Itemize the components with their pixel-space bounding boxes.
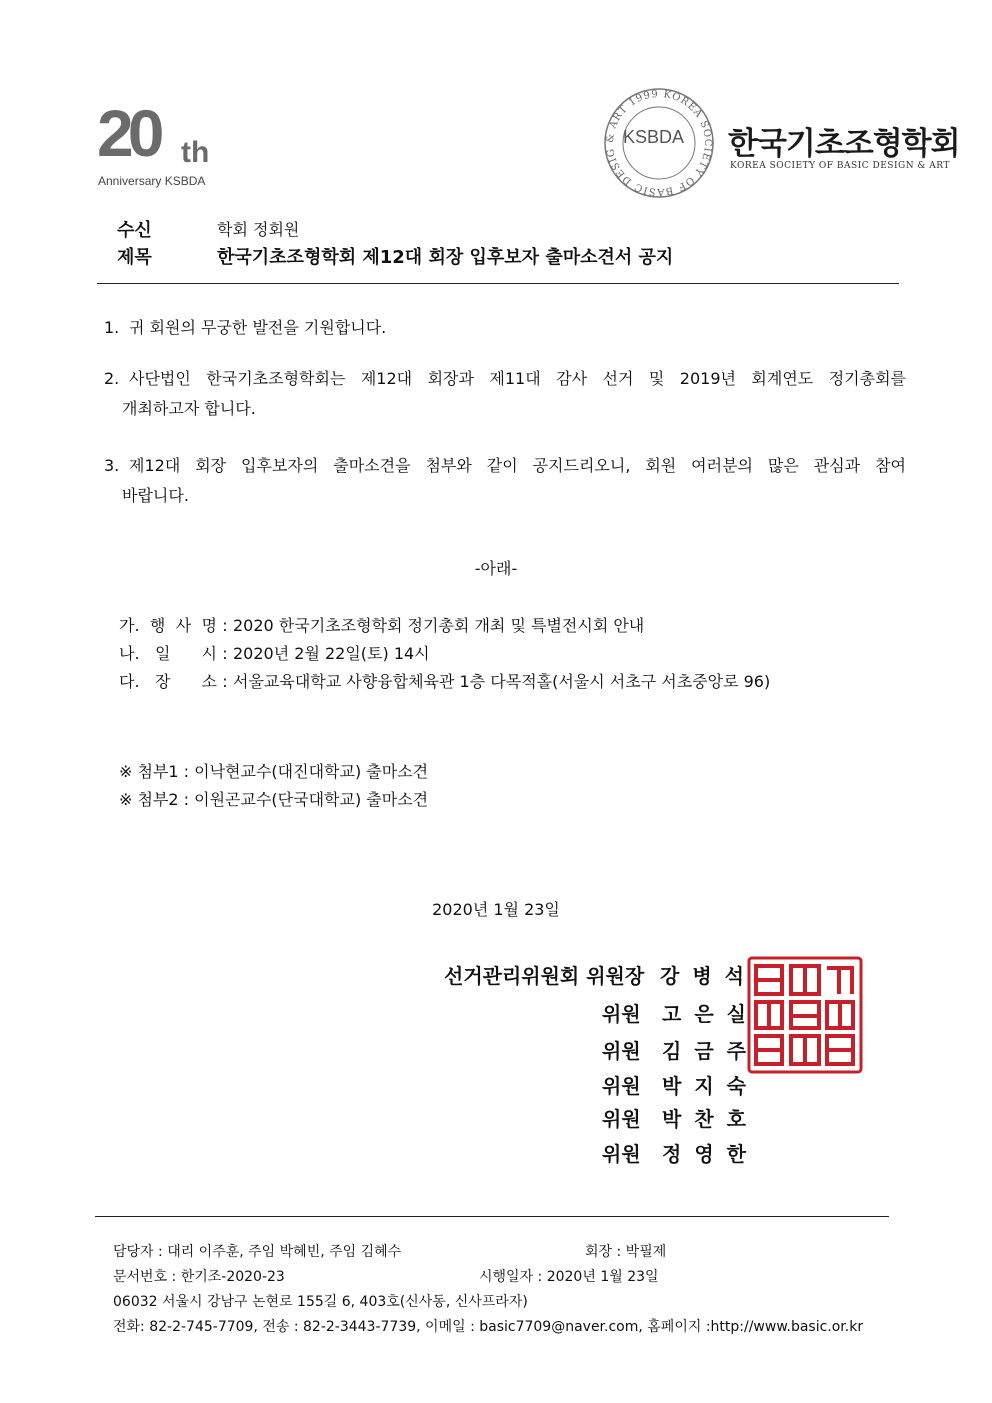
attachment-item-2: ※ 첨부2 : 이원곤교수(단국대학교) 출마소견 [119,790,429,809]
member-role: 위원 [602,1039,641,1063]
society-english-name: KOREA SOCIETY OF BASIC DESIGN & ART [730,161,950,171]
chair-title: 선거관리위원회 위원장 [444,964,645,988]
paragraph-2 [104,364,906,424]
footer-contact: 전화: 82-2-745-7709, 전송 : 82-2-3443-7739, 이메일 : basic7709@naver.com, 홈페이지 :http://www.basic.or.kr [113,1319,864,1335]
detail-row-datetime [119,640,770,668]
footer-issue-date: 시행일자 : 2020년 1월 23일 [479,1269,659,1285]
paragraph-number: 1. [104,318,120,337]
footer-address: 06032 서울시 강남구 논현로 155길 6, 403호(신사동, 신사프라자) [113,1294,528,1310]
society-korean-name: 한국기초조형학회 [728,126,960,162]
official-seal-stamp [747,956,863,1074]
detail-prefix: 다. [119,672,140,691]
member-role: 위원 [602,1002,641,1026]
member-signature [602,1070,746,1099]
paragraph-1 [104,313,906,343]
detail-key-char: 명 [201,616,217,635]
footer-president: 회장 : 박필제 [585,1244,667,1260]
paragraph-text-continued: 개최하고자 합니다. [122,399,256,418]
member-signature [602,1138,746,1167]
paragraph-3 [104,451,906,511]
detail-colon: : [222,616,228,635]
event-details [119,612,770,696]
member-role: 위원 [602,1107,641,1131]
footer-divider [95,1216,889,1217]
attachment-item-1: ※ 첨부1 : 이낙현교수(대진대학교) 출마소견 [119,762,429,781]
member-name: 박 지 숙 [662,1074,746,1098]
anniversary-caption: Anniversary KSBDA [98,174,206,188]
member-role: 위원 [602,1142,641,1166]
detail-row-event-name [119,612,770,640]
seal-center-text: KSBDA [623,127,685,147]
chair-signature [444,960,744,989]
member-signature [602,1035,746,1064]
document-date: 2020년 1월 23일 [432,900,560,919]
detail-prefix: 가. [119,616,140,635]
footer-staff: 담당자 : 대리 이주훈, 주임 박혜빈, 주임 김혜수 [113,1244,402,1260]
paragraph-number: 2. [104,369,120,388]
seal-ring-text: & ART 1999 KOREA SOCIETY OF BASIC DESIG [604,88,714,198]
footer-row-staff [113,1240,863,1265]
chair-name: 강 병 석 [660,964,744,988]
member-signature [602,998,746,1027]
recipient-value: 학회 정회원 [217,220,300,239]
detail-key-char: 행 [149,616,166,635]
detail-key-char: 장 [155,672,171,691]
detail-key-char: 사 [175,616,192,635]
paragraph-text: 제12대 회장 입후보자의 출마소견을 첨부와 같이 공지드리오니, 회원 여러분의 많은 관심과 참여 [129,456,906,475]
detail-value: 2020년 2월 22일(토) 14시 [233,644,430,663]
footer-info [113,1240,863,1340]
detail-key-char: 일 [155,644,171,663]
paragraph-text-continued: 바랍니다. [122,486,189,505]
detail-key-char: 소 [201,672,217,691]
below-heading: -아래- [474,559,518,578]
recipient-label: 수신 [117,220,152,241]
footer-row-doc [113,1265,863,1290]
seal-stamp-icon [747,956,863,1074]
anniversary-number: 20 [97,96,159,170]
detail-key-char: 시 [201,644,217,663]
member-name: 박 찬 호 [662,1107,746,1131]
ksbda-seal-logo [603,87,715,199]
footer-doc-number: 문서번호 : 한기조-2020-23 [113,1269,285,1285]
attachment-list [119,758,428,814]
member-role: 위원 [602,1074,641,1098]
detail-value: 서울교육대학교 사향융합체육관 1층 다목적홀(서울시 서초구 서초중앙로 96) [233,672,771,691]
member-name: 김 금 주 [662,1039,746,1063]
detail-row-location [119,668,770,696]
paragraph-number: 3. [104,456,120,475]
member-name: 정 영 한 [662,1142,746,1166]
subject-value: 한국기초조형학회 제12대 회장 입후보자 출마소견서 공지 [217,247,674,268]
member-name: 고 은 실 [662,1002,746,1026]
subject-label: 제목 [117,247,152,268]
paragraph-text: 사단법인 한국기초조형학회는 제12대 회장과 제11대 감사 선거 및 2019년 회계연도 정기총회를 [129,369,906,388]
header-divider [97,283,899,284]
anniversary-logo [97,96,227,192]
member-signature [602,1103,746,1132]
detail-colon: : [222,644,228,663]
detail-prefix: 나. [119,644,140,663]
detail-value: 2020 한국기초조형학회 정기총회 개최 및 특별전시회 안내 [233,616,645,635]
anniversary-suffix: th [181,136,210,169]
detail-colon: : [222,672,228,691]
paragraph-text: 귀 회원의 무궁한 발전을 기원합니다. [129,318,387,337]
